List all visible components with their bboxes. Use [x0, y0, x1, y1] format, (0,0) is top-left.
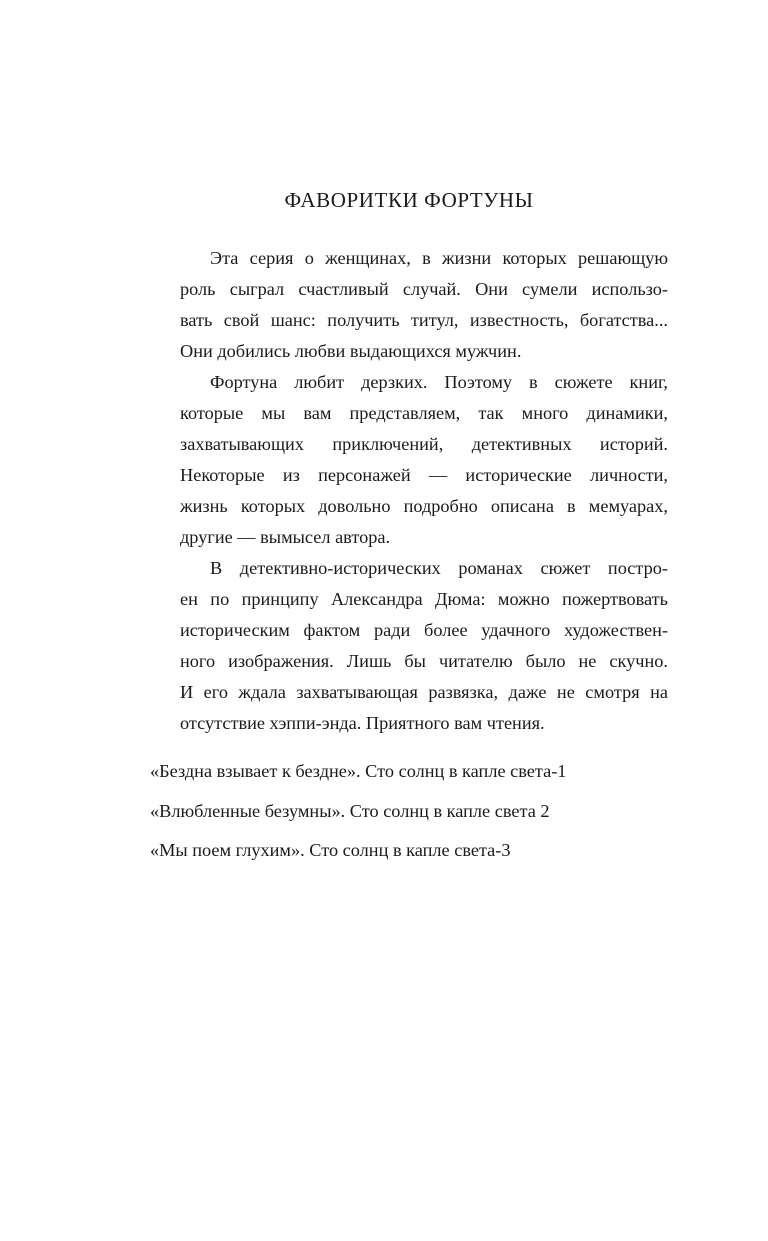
text-line: ен по принципу Александра Дюма: можно пожертвовать	[180, 589, 668, 609]
book-title-1: «Бездна взывает к бездне». Сто солнц в капле света-1	[150, 761, 567, 781]
book-title-3: «Мы поем глухим». Сто солнц в капле света-3	[150, 840, 511, 860]
text-line: Фортуна любит дерзких. Поэтому в сюжете книг,	[210, 372, 668, 392]
text-line: И его ждала захватывающая развязка, даже не смотря на	[180, 682, 668, 702]
text-line: ного изображения. Лишь бы читателю было не скучно.	[180, 651, 668, 671]
text-line: захватывающих приключений, детективных историй.	[180, 434, 668, 454]
text-line: Некоторые из персонажей — исторические личности,	[180, 465, 668, 485]
text-line: роль сыграл счастливый случай. Они сумели использо-	[180, 279, 668, 299]
text-line: другие — вымысел автора.	[180, 527, 391, 547]
text-line: отсутствие хэппи-энда. Приятного вам чтения.	[180, 713, 545, 733]
text-line: Эта серия о женщинах, в жизни которых решающую	[210, 248, 668, 268]
paragraph-1	[150, 243, 668, 367]
book-title-2: «Влюбленные безумны». Сто солнц в капле света 2	[150, 800, 550, 821]
text-line: историческим фактом ради более удачного художествен-	[180, 620, 668, 640]
text-line: вать свой шанс: получить титул, известность, богатства...	[180, 310, 668, 330]
text-line: Они добились любви выдающихся мужчин.	[180, 341, 522, 361]
text-line: жизнь которых довольно подробно описана в мемуарах,	[180, 496, 668, 516]
text-line: В детективно-исторических романах сюжет постро-	[210, 558, 668, 578]
paragraph-2	[150, 367, 668, 553]
series-title: ФАВОРИТКИ ФОРТУНЫ	[284, 188, 534, 212]
paragraph-3	[150, 553, 668, 739]
series-description	[150, 243, 668, 739]
text-line: которые мы вам представляем, так много динамики,	[180, 403, 668, 423]
book-list	[150, 752, 668, 871]
